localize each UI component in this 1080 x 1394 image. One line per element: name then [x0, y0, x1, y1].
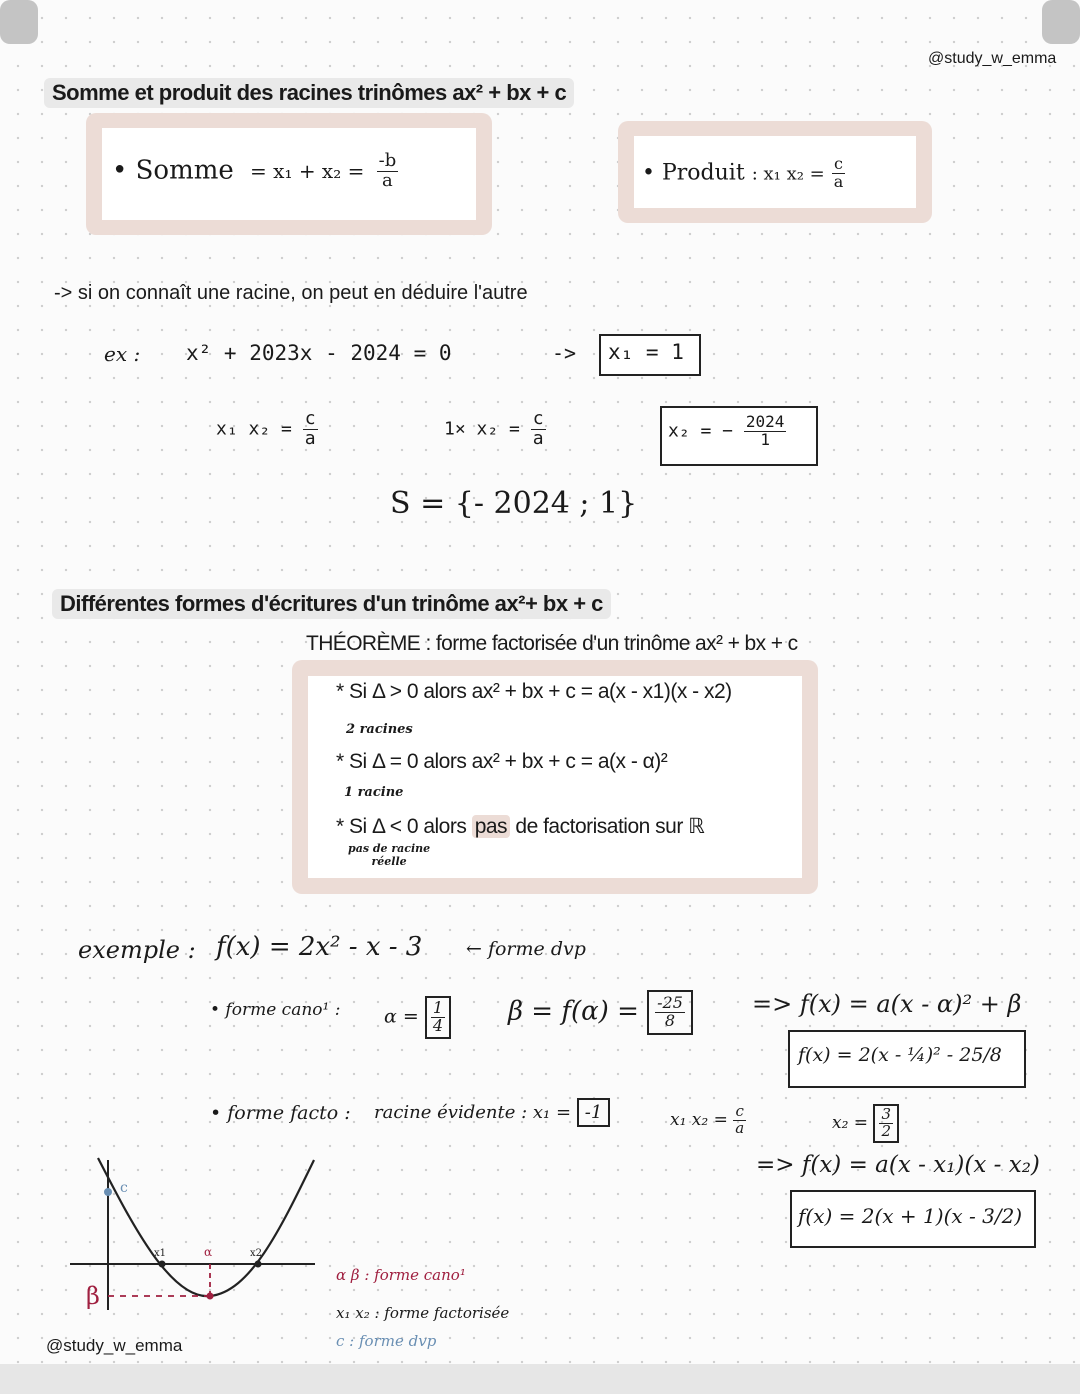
example1-equation: x² + 2023x - 2024 = 0 — [186, 341, 452, 365]
parabola-curve — [98, 1158, 314, 1296]
point-x1 — [159, 1261, 166, 1268]
case2-note: 1 racine — [344, 785, 404, 800]
point-c — [104, 1188, 112, 1196]
alpha-value: α = $\frac{1}{4}$ — [384, 996, 451, 1039]
legend-dvp: c : forme dvp — [336, 1332, 437, 1350]
canon-label: • forme cano¹ : — [210, 1000, 341, 1020]
facto-result: f(x) = 2(x + 1)(x - 3/2) — [798, 1204, 1023, 1228]
case3-highlight: pas — [472, 815, 510, 838]
example-product: x₁ x₂ = $\frac{c}{a}$ — [670, 1102, 745, 1137]
somme-fraction: $\frac{-b}{a}$ — [378, 150, 397, 191]
solution-set: S = {- 2024 ; 1} — [390, 486, 638, 521]
somme-expr: = x₁ + x₂ = — [250, 159, 365, 184]
section2-title: Différentes formes d'écritures d'un trinôme ax²+ bx + c — [52, 589, 611, 619]
graph-label-alpha: α — [204, 1245, 213, 1259]
case1-note: 2 racines — [346, 722, 413, 737]
example1-arrow: -> — [552, 341, 577, 365]
legend-cano: α β : forme cano¹ — [336, 1266, 466, 1284]
x2-result: x₂ = $\frac{3}{2}$ — [832, 1104, 899, 1143]
beta-value: β = f(α) = $\frac{-25}{8}$ — [508, 990, 693, 1035]
section1-title: Somme et produit des racines trinômes ax² + bx + c — [44, 78, 574, 108]
canon-result: f(x) = 2(x - ¼)² - 25/8 — [798, 1044, 1002, 1066]
produit-fraction: $\frac{c}{a}$ — [833, 154, 844, 191]
theorem-heading: THÉORÈME : forme factorisée d'un trinôme ax² + bx + c — [306, 632, 798, 655]
handle-bottom: @study_w_emma — [46, 1336, 183, 1355]
case3-note: pas de racine réelle — [348, 842, 431, 868]
point-vertex — [207, 1293, 214, 1300]
example1-step2: 1× x₂ = $\frac{c}{a}$ — [444, 408, 544, 449]
example1-product: x₁ x₂ = $\frac{c}{a}$ — [216, 408, 316, 449]
page-corner-top-right — [1042, 0, 1080, 44]
theorem-case1: * Si Δ > 0 alors ax² + bx + c = a(x - x1)(x - x2) — [336, 680, 732, 703]
produit-formula: • Produit : x₁ x₂ = $\frac{c}{a}$ — [642, 154, 844, 191]
example-label: exemple : — [78, 936, 196, 964]
canon-general: => f(x) = a(x - α)² + β — [752, 990, 1022, 1018]
racine-evidente: racine évidente : x₁ = -1 — [374, 1102, 610, 1123]
example-function: f(x) = 2x² - x - 3 — [216, 932, 423, 962]
somme-formula: • Somme = x₁ + x₂ = $\frac{-b}{a}$ — [112, 150, 397, 191]
page-bottom-band — [0, 1364, 1080, 1394]
point-x2 — [255, 1261, 262, 1268]
facto-label: • forme facto : — [210, 1102, 351, 1124]
legend-facto: x₁ x₂ : forme factorisée — [336, 1304, 510, 1322]
deduction-note: -> si on connaît une racine, on peut en déduire l'autre — [54, 282, 528, 304]
graph-label-c: c — [120, 1180, 128, 1196]
graph-label-beta: β — [86, 1282, 100, 1310]
page-corner-top-left — [0, 0, 38, 44]
handle-top: @study_w_emma — [928, 50, 1057, 67]
graph-label-x2: x2 — [250, 1248, 263, 1259]
theorem-case3: * Si Δ < 0 alors pas de factorisation sur ℝ — [336, 815, 705, 838]
x1-root-box: -1 — [577, 1098, 611, 1127]
theorem-case2: * Si Δ = 0 alors ax² + bx + c = a(x - α)² — [336, 750, 668, 773]
x1-value: x₁ = 1 — [608, 340, 684, 364]
graph-label-x1: x1 — [154, 1248, 167, 1259]
x2-value: x₂ = − $\frac{2024}{1}$ — [668, 412, 785, 449]
produit-label: Produit — [661, 160, 745, 186]
somme-label: Somme — [135, 155, 234, 186]
facto-general: => f(x) = a(x - x₁)(x - x₂) — [756, 1152, 1040, 1178]
produit-expr: : x₁ x₂ = — [751, 163, 825, 185]
example1-label: ex : — [104, 342, 141, 366]
parabola-graph — [60, 1140, 330, 1320]
example-form-note: ← forme dvp — [466, 938, 586, 960]
